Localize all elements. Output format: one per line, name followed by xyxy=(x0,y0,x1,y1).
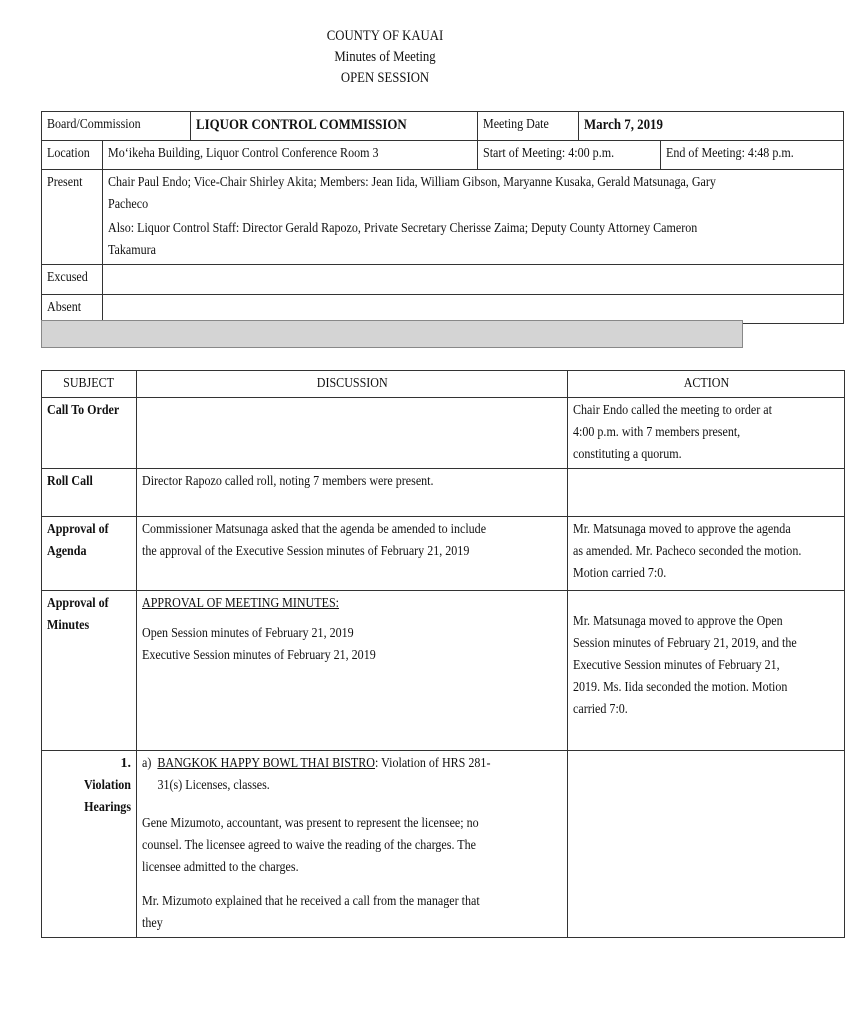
location-label: Location xyxy=(47,146,90,161)
location-value-cell xyxy=(102,141,477,170)
discussion-header: DISCUSSION xyxy=(137,371,568,398)
table-row xyxy=(42,751,845,938)
start-time: Start of Meeting: 4:00 p.m. xyxy=(483,146,615,161)
minutes-discussion: APPROVAL OF MEETING MINUTES: Open Session minutes of February 21, 2019 Executive Session minutes of February 21, 2019 xyxy=(137,591,568,751)
date-value-cell xyxy=(578,112,843,141)
document-type: Minutes of Meeting xyxy=(334,49,436,65)
board-value: LIQUOR CONTROL COMMISSION xyxy=(196,117,407,133)
end-time-cell xyxy=(661,141,844,170)
board-label: Board/Commission xyxy=(47,117,141,132)
violation-discussion: a) BANGKOK HAPPY BOWL THAI BISTRO: Violation of HRS 281- 31(s) Licenses, classes. Gene Mizumoto, accountant, was present to represent the licensee; no counsel. The licensee agreed to waive the reading of the charges. The licensee admitted to the charges. Mr. Mizumoto explained that he received a call from the manager that they xyxy=(137,751,568,938)
table-row xyxy=(42,469,845,517)
meeting-info-table xyxy=(41,111,844,324)
present-members: Chair Paul Endo; Vice-Chair Shirley Akita; Members: Jean Iida, William Gibson, Maryanne Kusaka, Gerald Matsunaga, Gary Pacheco xyxy=(107,175,716,212)
violation-item-title: BANGKOK HAPPY BOWL THAI BISTRO xyxy=(157,756,376,771)
end-time: End of Meeting: 4:48 p.m. xyxy=(666,146,794,161)
agenda-action: Mr. Matsunaga moved to approve the agenda as amended. Mr. Pacheco seconded the motion. Motion carried 7:0. xyxy=(568,517,845,591)
present-label: Present xyxy=(47,175,83,190)
table-row xyxy=(42,517,845,591)
minutes-subject: Approval of Minutes xyxy=(42,591,137,751)
location-label-cell xyxy=(42,141,103,170)
session-type: OPEN SESSION xyxy=(340,70,430,86)
minutes-table xyxy=(41,370,845,938)
date-label-cell xyxy=(478,112,578,141)
roll-call-action xyxy=(568,469,845,517)
location-value: Mo‘ikeha Building, Liquor Control Conference Room 3 xyxy=(107,146,379,161)
section-divider-bar xyxy=(41,320,743,348)
excused-label-cell xyxy=(42,265,103,295)
minutes-heading: APPROVAL OF MEETING MINUTES: xyxy=(142,596,340,611)
roll-call-subject: Roll Call xyxy=(42,469,137,517)
start-time-cell xyxy=(478,141,661,170)
excused-label: Excused xyxy=(47,270,88,285)
date-value: March 7, 2019 xyxy=(583,117,663,133)
date-label: Meeting Date xyxy=(483,117,549,132)
call-to-order-subject: Call To Order xyxy=(42,398,137,469)
county-title: COUNTY OF KAUAI xyxy=(326,28,444,44)
action-header: ACTION xyxy=(568,371,845,398)
board-label-cell xyxy=(42,112,191,141)
table-row xyxy=(42,591,845,751)
subject-header: SUBJECT xyxy=(42,371,137,398)
minutes-action: Mr. Matsunaga moved to approve the Open Session minutes of February 21, 2019, and the Executive Session minutes of February 21, 2019. Ms. Iida seconded the motion. Motion carried 7:0. xyxy=(568,591,845,751)
board-value-cell xyxy=(191,112,478,141)
violation-action xyxy=(568,751,845,938)
present-label-cell xyxy=(42,170,103,265)
call-to-order-action: Chair Endo called the meeting to order at 4:00 p.m. with 7 members present, constituting a quorum. xyxy=(568,398,845,469)
agenda-subject: Approval of Agenda xyxy=(42,517,137,591)
present-also: Also: Liquor Control Staff: Director Gerald Rapozo, Private Secretary Cherisse Zaima; Deputy County Attorney Cameron Takamura xyxy=(107,221,698,258)
call-to-order-discussion xyxy=(137,398,568,469)
agenda-discussion: Commissioner Matsunaga asked that the agenda be amended to include the approval of the Executive Session minutes of February 21, 2019 xyxy=(137,517,568,591)
table-row xyxy=(42,398,845,469)
absent-label: Absent xyxy=(47,300,82,315)
document-header xyxy=(46,26,724,89)
violation-subject: 1. Violation Hearings xyxy=(42,751,137,938)
roll-call-discussion: Director Rapozo called roll, noting 7 members were present. xyxy=(137,469,568,517)
present-value-cell xyxy=(102,170,843,265)
excused-value-cell xyxy=(102,265,843,295)
